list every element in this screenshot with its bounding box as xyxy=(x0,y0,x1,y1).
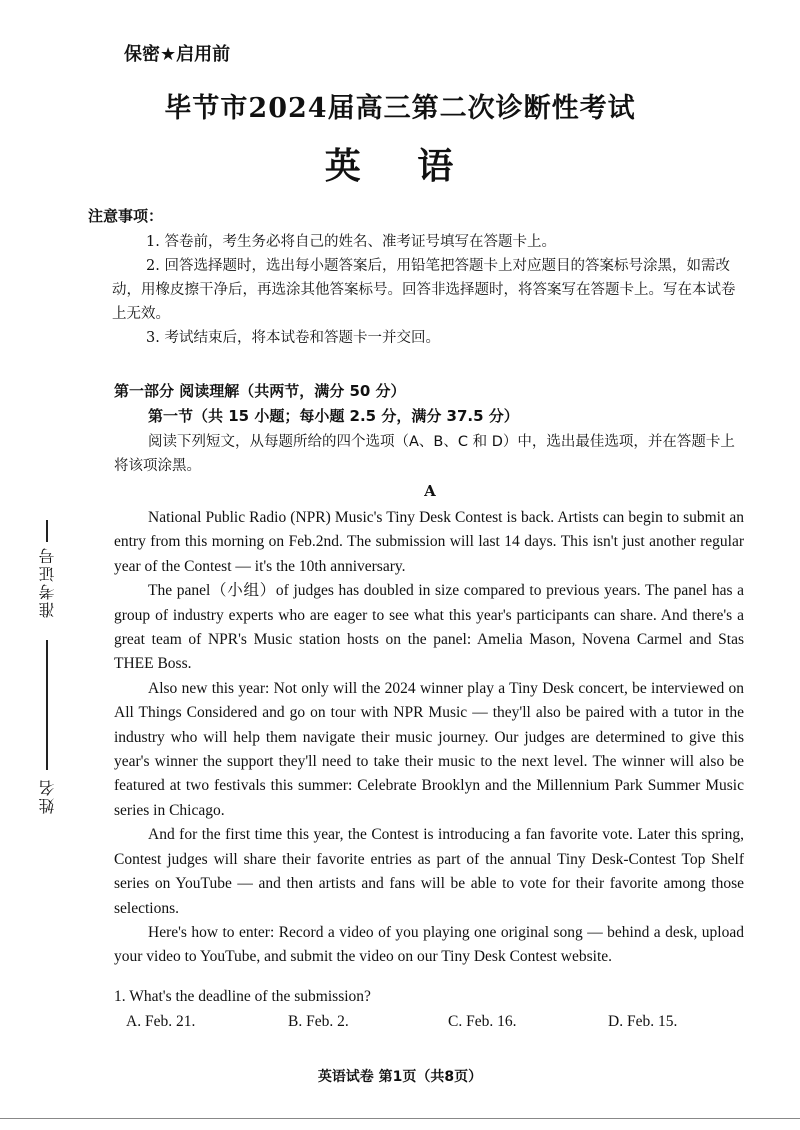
name-label: 姓名 xyxy=(38,778,57,814)
passage-paragraph: Also new this year: Not only will the 2024 winner play a Tiny Desk concert, be interviewed on All Things Considered and go on tour with NPR Music — they'll also be paired with a tutor in the industry who will help them navigate their music journey. Our judges are determined to give this year's winner the support they'll need to take their music to the next level. The winner will also be featured at two festivals this summer: Celebrate Brooklyn and the Millennium Park Summer Music series in Chicago. xyxy=(114,679,744,819)
option-d: D. Feb. 15. xyxy=(608,1013,678,1030)
passage-paragraph: The panel（小组）of judges has doubled in size compared to previous years. The panel has a group of industry experts who are eager to see what this year's participants can share. And there's a great team of NPR's Music station hosts on the panel: Amelia Mason, Novena Carmel and Stas THEE Boss. xyxy=(114,582,744,673)
question-stem: 1. What's the deadline of the submission? xyxy=(114,988,371,1005)
passage-paragraph: National Public Radio (NPR) Music's Tiny Desk Contest is back. Artists can begin to submit an entry from this morning on Feb.2nd. The submission will last 14 days. This isn't just another regular year of the Contest — it's the 10th anniversary. xyxy=(114,509,744,575)
exam-id-label: 准考证号 xyxy=(38,546,57,618)
option-b: B. Feb. 2. xyxy=(288,1013,349,1030)
name-line xyxy=(46,640,48,770)
notice-list xyxy=(112,230,742,350)
part1-heading: 第一部分 阅读理解（共两节，满分 50 分） xyxy=(114,382,406,400)
passage-label: A xyxy=(424,482,436,500)
passage-paragraph: Here's how to enter: Record a video of you playing one original song — behind a desk, upload your video to YouTube, and submit the video on our Tiny Desk Contest website. xyxy=(114,923,744,966)
notice-item: 3. 考试结束后，将本试卷和答题卡一并交回。 xyxy=(146,330,440,346)
option-a: A. Feb. 21. xyxy=(126,1013,196,1030)
notice-heading: 注意事项： xyxy=(88,207,164,225)
bottom-rule xyxy=(0,1118,800,1119)
passage-text xyxy=(114,506,744,970)
notice-item: 1. 答卷前，考生务必将自己的姓名、准考证号填写在答题卡上。 xyxy=(146,234,556,250)
notice-item: 2. 回答选择题时，选出每小题答案后，用铅笔把答题卡上对应题目的答案标号涂黑，如需改动，用橡皮擦干净后，再选涂其他答案标号。回答非选择题时，将答案写在答题卡上。写在本试卷上无效。 xyxy=(112,258,736,322)
subject-title: 英 语 xyxy=(324,145,476,187)
page-footer: 英语试卷 第1页（共8页） xyxy=(317,1069,483,1085)
exam-id-line xyxy=(46,520,48,542)
section-instructions: 阅读下列短文，从每题所给的四个选项（A、B、C 和 D）中，选出最佳选项，并在答题卡上将该项涂黑。 xyxy=(114,434,735,474)
option-c: C. Feb. 16. xyxy=(448,1013,517,1030)
binding-margin xyxy=(28,520,68,840)
exam-title: 毕节市2024届高三第二次诊断性考试 xyxy=(164,93,636,124)
confidential-label: 保密★启用前 xyxy=(124,44,231,65)
passage-paragraph: And for the first time this year, the Contest is introducing a fan favorite vote. Later this spring, Contest judges will share their favorite entries as part of the annual Tiny Desk-Contest Top Shelf series on YouTube — and then artists and fans will be able to vote for their favorite among those selections. xyxy=(114,826,744,917)
section-heading: 第一节（共 15 小题；每小题 2.5 分，满分 37.5 分） xyxy=(148,407,519,425)
